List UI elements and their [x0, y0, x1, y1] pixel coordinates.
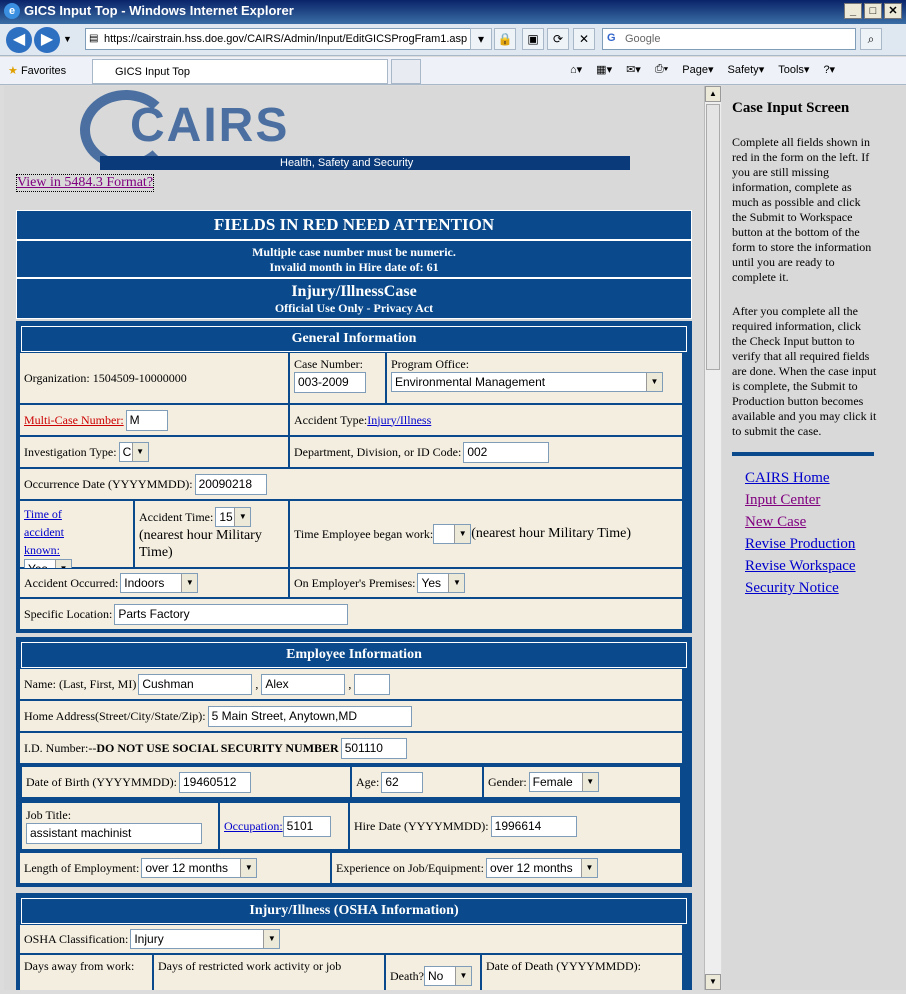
program-office-value: Environmental Management — [395, 375, 546, 389]
page-icon: ▤ — [89, 33, 99, 44]
location-input[interactable]: Parts Factory — [114, 604, 348, 625]
browser-tab[interactable] — [92, 59, 388, 84]
input-center-link[interactable]: Input Center — [745, 492, 821, 508]
began-work-cell — [289, 500, 683, 568]
program-office-label: Program Office: — [391, 357, 470, 371]
investigation-label: Investigation Type: — [24, 444, 117, 459]
stop-icon[interactable]: ✕ — [573, 28, 595, 50]
death-label: Death? — [390, 968, 424, 983]
id-label: I.D. Number:-- — [24, 740, 97, 755]
chevron-down-icon: ▼ — [448, 574, 464, 592]
job-title-cell — [21, 802, 219, 850]
length-cell — [19, 852, 331, 884]
length-value: over 12 months — [145, 861, 229, 875]
lock-icon[interactable]: 🔒 — [494, 28, 516, 50]
tools-menu-label: Tools — [778, 64, 804, 76]
section-title: Employee Information — [21, 642, 687, 668]
name-label: Name: (Last, First, MI) — [24, 676, 137, 691]
accident-time-select[interactable] — [215, 507, 251, 527]
case-number-label: Case Number: — [294, 357, 363, 371]
scroll-up-icon[interactable]: ▲ — [705, 86, 721, 102]
premises-value: Yes — [421, 576, 442, 590]
osha-class-select[interactable] — [130, 929, 280, 949]
experience-value: over 12 months — [489, 861, 573, 875]
department-cell — [289, 436, 683, 468]
time-known-cell — [19, 500, 134, 568]
help-icon[interactable]: ?▾ — [823, 64, 836, 76]
navigation-bar — [0, 24, 906, 56]
department-input[interactable]: 002 — [463, 442, 549, 463]
death-cell — [385, 954, 481, 990]
occurrence-input[interactable]: 20090218 — [195, 474, 267, 495]
page-menu-label: Page — [682, 64, 708, 76]
id-warning: DO NOT USE SOCIAL SECURITY NUMBER — [96, 740, 339, 755]
occupation-cell — [219, 802, 349, 850]
premises-label: On Employer's Premises: — [294, 575, 416, 590]
address-dropdown-icon[interactable]: ▾ — [470, 28, 492, 50]
logo-tagline: Health, Safety and Security — [100, 156, 630, 170]
accident-type-label: Accident Type: — [294, 412, 368, 427]
program-office-cell — [386, 352, 683, 404]
chevron-down-icon: ▼ — [240, 859, 256, 877]
gender-label: Gender: — [488, 774, 527, 789]
scroll-thumb[interactable] — [706, 104, 720, 370]
chevron-down-icon: ▼ — [455, 967, 471, 985]
accident-type-link[interactable]: Injury/Illness — [367, 412, 432, 427]
maximize-button[interactable]: □ — [864, 3, 882, 19]
began-work-note: (nearest hour Military Time) — [471, 526, 632, 541]
window-controls — [844, 3, 902, 19]
occupation-link[interactable]: Occupation: — [224, 818, 283, 833]
accident-time-label: Accident Time: — [139, 509, 214, 524]
investigation-cell — [19, 436, 289, 468]
job-row — [19, 800, 689, 852]
gender-value: Female — [532, 775, 573, 789]
tab-label: GICS Input Top — [115, 66, 191, 78]
search-box[interactable] — [602, 28, 856, 50]
id-input[interactable]: 501110 — [341, 738, 407, 759]
favorites-label: Favorites — [20, 65, 67, 77]
organization: Organization: 1504509-10000000 — [24, 370, 187, 385]
address-cell — [19, 700, 683, 732]
death-date-cell — [481, 954, 683, 990]
age-input[interactable]: 62 — [381, 772, 423, 793]
time-known-link[interactable]: Time of accident known: — [24, 507, 64, 557]
view-format-link[interactable]: View in 5484.3 Format? — [17, 175, 154, 190]
favorites-button[interactable] — [8, 64, 66, 77]
occurred-select[interactable] — [120, 573, 198, 593]
new-tab-button[interactable] — [391, 59, 421, 84]
death-select[interactable] — [424, 966, 472, 986]
address-bar[interactable] — [85, 28, 485, 50]
command-bar — [570, 63, 835, 76]
mail-icon[interactable]: ✉▾ — [626, 64, 641, 76]
dob-input[interactable]: 19460512 — [179, 772, 251, 793]
google-icon: G — [607, 32, 616, 44]
ie-logo-icon: e — [4, 3, 20, 19]
page-menu[interactable]: Page▾ — [682, 64, 714, 76]
help-sidebar — [722, 86, 906, 990]
program-office-select[interactable] — [391, 372, 663, 392]
days-restricted-label: Days of restricted work activity or job — [158, 959, 342, 973]
new-case-link[interactable]: New Case — [745, 514, 807, 530]
job-title-label: Job Title: — [26, 808, 72, 822]
osha-class-value: Injury — [134, 932, 164, 946]
home-icon[interactable]: ⌂▾ — [570, 64, 583, 76]
death-value: No — [427, 969, 444, 983]
age-label: Age: — [356, 774, 380, 789]
minimize-button[interactable]: _ — [844, 3, 862, 19]
multi-case-input[interactable]: M — [126, 410, 168, 431]
premises-select[interactable] — [417, 573, 465, 593]
cairs-home-link[interactable]: CAIRS Home — [745, 470, 830, 486]
began-work-label: Time Employee began work: — [294, 526, 434, 541]
section-title: Injury/Illness (OSHA Information) — [21, 898, 687, 924]
recent-pages-dropdown-icon[interactable]: ▼ — [63, 34, 72, 44]
department-label: Department, Division, or ID Code: — [294, 444, 462, 459]
chevron-down-icon: ▼ — [646, 373, 662, 391]
window-title-bar — [0, 0, 906, 24]
case-header — [16, 278, 692, 319]
search-icon[interactable]: ⌕ — [860, 28, 882, 50]
experience-select[interactable] — [486, 858, 598, 878]
accident-type-cell — [289, 404, 683, 436]
alert-line: Invalid month in Hire date of: 61 — [269, 260, 439, 274]
case-number-input[interactable]: 003-2009 — [294, 372, 366, 393]
multi-case-label[interactable]: Multi-Case Number: — [24, 412, 124, 427]
logo-name: CAIRS — [130, 99, 290, 152]
sidebar-title: Case Input Screen — [732, 100, 850, 116]
occupation-input[interactable]: 5101 — [283, 816, 331, 837]
window-title: GICS Input Top - Windows Internet Explorer — [24, 3, 294, 18]
experience-label: Experience on Job/Equipment: — [336, 860, 484, 875]
scroll-down-icon[interactable]: ▼ — [705, 974, 721, 990]
alert-heading: FIELDS IN RED NEED ATTENTION — [16, 210, 692, 240]
multi-case-cell — [19, 404, 289, 436]
sidebar-instructions: Complete all fields shown in red in the form on the left. If you are still missing information, complete as much as possible and click the Submit to Workspace button at the bottom of the form to store the information until you are ready to complete it. — [732, 135, 872, 284]
military-time-note: (nearest hour Military Time) — [139, 528, 262, 560]
hire-date-label: Hire Date (YYYYMMDD): — [354, 818, 489, 833]
favorites-bar — [0, 57, 906, 85]
osha-class-cell — [19, 924, 683, 954]
accident-time-cell — [134, 500, 289, 568]
feeds-icon[interactable]: ▦▾ — [596, 64, 613, 76]
alert-line: Multiple case number must be numeric. — [252, 245, 456, 259]
employee-information-section — [16, 637, 692, 887]
case-title: Injury/IllnessCase — [291, 283, 417, 300]
job-title-input[interactable]: assistant machinist — [26, 823, 202, 844]
security-notice-link[interactable]: Security Notice — [745, 580, 839, 596]
dob-row — [19, 764, 689, 800]
close-window-button[interactable]: ✕ — [884, 3, 902, 19]
last-name-input[interactable]: Cushman — [138, 674, 252, 695]
occurred-value: Indoors — [124, 576, 165, 590]
sidebar-instructions-2: After you complete all the required information, click the Check Input button to verify that all required fields are done. When the case input is complete, the Submit to Production button becomes available and you may click it to submit the case. — [732, 304, 877, 438]
location-cell — [19, 598, 683, 630]
id-cell — [19, 732, 683, 764]
chevron-down-icon: ▼ — [582, 773, 598, 791]
address-input[interactable]: 5 Main Street, Anytown,MD — [208, 706, 412, 727]
occurrence-label: Occurrence Date (YYYYMMDD): — [24, 476, 193, 491]
case-number-cell — [289, 352, 386, 404]
death-date-label: Date of Death (YYYYMMDD): — [486, 959, 641, 973]
chevron-down-icon: ▼ — [263, 930, 279, 948]
revise-workspace-link[interactable]: Revise Workspace — [745, 558, 856, 574]
length-select[interactable] — [141, 858, 257, 878]
osha-class-label: OSHA Classification: — [24, 931, 129, 946]
investigation-value: C — [122, 445, 132, 459]
case-form — [16, 210, 692, 990]
forward-icon[interactable]: ▶ — [34, 27, 60, 53]
alert-messages — [16, 240, 692, 278]
cairs-logo — [80, 90, 630, 170]
hire-date-input[interactable]: 1996614 — [491, 816, 577, 837]
gender-cell — [483, 766, 681, 798]
dob-cell — [21, 766, 351, 798]
days-away-label: Days away from work: — [24, 959, 135, 973]
case-subtitle: Official Use Only - Privacy Act — [274, 301, 434, 315]
hire-date-cell — [349, 802, 681, 850]
location-label: Specific Location: — [24, 606, 113, 621]
accident-time-value: 15 — [219, 510, 233, 524]
days-away-cell — [19, 954, 153, 990]
chevron-down-icon: ▼ — [454, 525, 470, 543]
search-placeholder: Google — [625, 33, 661, 45]
premises-cell — [289, 568, 683, 598]
gender-select[interactable] — [529, 772, 599, 792]
compatibility-icon[interactable]: ▣ — [522, 28, 544, 50]
chevron-down-icon: ▼ — [181, 574, 197, 592]
chevron-down-icon: ▼ — [234, 508, 250, 526]
experience-cell — [331, 852, 683, 884]
print-icon[interactable]: ⎙▾ — [654, 63, 669, 75]
sidebar-divider — [732, 452, 874, 456]
address-label: Home Address(Street/City/State/Zip): — [24, 708, 206, 723]
occurred-cell — [19, 568, 289, 598]
dob-label: Date of Birth (YYYYMMDD): — [26, 774, 177, 789]
safety-menu[interactable]: Safety▾ — [727, 64, 765, 76]
back-icon[interactable]: ◀ — [6, 27, 32, 53]
organization-cell — [19, 352, 289, 404]
safety-menu-label: Safety — [727, 64, 759, 76]
first-name-input[interactable]: Alex — [261, 674, 345, 695]
osha-information-section — [16, 893, 692, 990]
general-information-section — [16, 321, 692, 633]
investigation-select[interactable] — [119, 442, 149, 462]
name-cell: Name: (Last, First, MI) Cushman , Alex , — [19, 668, 683, 700]
middle-initial-input[interactable] — [354, 674, 390, 695]
length-label: Length of Employment: — [24, 860, 140, 875]
address-url: https://cairstrain.hss.doe.gov/CAIRS/Admin/Input/EditGICSProgFram1.asp — [104, 33, 468, 45]
vertical-scrollbar[interactable] — [704, 86, 721, 990]
chevron-down-icon: ▼ — [581, 859, 597, 877]
form-frame — [4, 86, 704, 990]
revise-production-link[interactable]: Revise Production — [745, 536, 856, 552]
occurrence-cell — [19, 468, 683, 500]
star-icon: ★ — [8, 65, 18, 77]
section-title: General Information — [21, 326, 687, 352]
occurred-label: Accident Occurred: — [24, 575, 119, 590]
age-cell — [351, 766, 483, 798]
chevron-down-icon: ▼ — [132, 443, 148, 461]
tools-menu[interactable]: Tools▾ — [778, 64, 810, 76]
refresh-icon[interactable]: ⟳ — [547, 28, 569, 50]
began-work-select[interactable] — [433, 524, 471, 544]
days-restricted-cell — [153, 954, 385, 990]
